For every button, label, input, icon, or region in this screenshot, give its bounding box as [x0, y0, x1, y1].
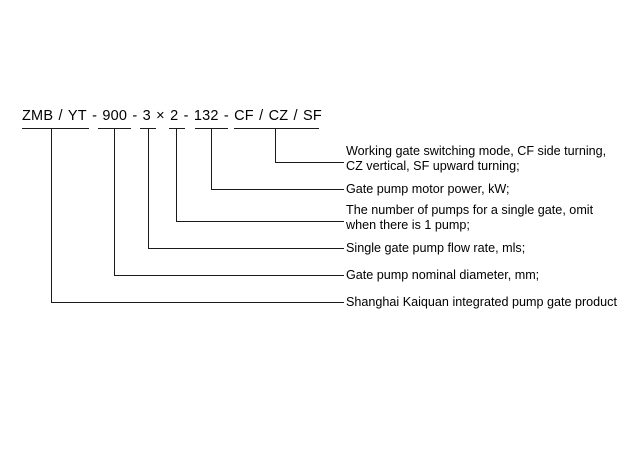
callout-switching-mode [346, 144, 606, 174]
code-sep-times: × [156, 108, 165, 124]
code-part-sf: SF [303, 108, 322, 124]
leader-vline-product-family [51, 128, 52, 302]
callout-flow-rate-line-1: Single gate pump flow rate, mls; [346, 241, 526, 255]
leader-vline-motor-power [211, 128, 212, 189]
callout-pump-count-line-1: The number of pumps for a single gate, omit [346, 203, 594, 217]
callout-pump-count-line-2: when there is 1 pump; [346, 218, 470, 232]
code-underline-3 [140, 128, 156, 129]
callout-nominal-diameter-line-1: Gate pump nominal diameter, mm; [346, 268, 540, 282]
code-part-3: 3 [142, 108, 151, 124]
code-underline-900 [98, 128, 131, 129]
code-sep-2: - [92, 108, 98, 124]
code-sep-6: / [259, 108, 264, 124]
code-part-cf: CF [234, 108, 254, 124]
code-sep-4: - [183, 108, 189, 124]
code-part-yt: YT [67, 108, 87, 124]
leader-vline-nominal-diameter [114, 128, 115, 275]
callout-motor-power-line-1: Gate pump motor power, kW; [346, 182, 510, 196]
callout-product-family-line-1: Shanghai Kaiquan integrated pump gate product [346, 295, 617, 309]
leader-hline-product-family [51, 302, 344, 303]
code-part-zmb: ZMB [22, 108, 54, 124]
leader-hline-pump-count [176, 221, 344, 222]
code-underline-2 [169, 128, 185, 129]
leader-hline-nominal-diameter [114, 275, 344, 276]
leader-hline-flow-rate [148, 248, 344, 249]
leader-hline-switching-mode [275, 162, 344, 163]
callout-switching-mode-line-1: Working gate switching mode, CF side turning, [346, 144, 607, 158]
code-sep-7: / [293, 108, 298, 124]
code-sep-3: - [132, 108, 138, 124]
leader-vline-flow-rate [148, 128, 149, 248]
model-code-line [22, 108, 322, 124]
callout-nominal-diameter [346, 268, 539, 283]
callout-switching-mode-line-2: CZ vertical, SF upward turning; [346, 159, 520, 173]
callout-product-family [346, 295, 617, 310]
leader-vline-pump-count [176, 128, 177, 221]
code-part-900: 900 [102, 108, 128, 124]
callout-motor-power [346, 182, 510, 197]
code-part-132: 132 [193, 108, 219, 124]
code-underline-132 [195, 128, 228, 129]
code-sep-1: / [58, 108, 63, 124]
code-part-cz: CZ [268, 108, 289, 124]
code-sep-5: - [223, 108, 229, 124]
code-underline-zmb-yt [22, 128, 89, 129]
code-part-2: 2 [170, 108, 179, 124]
callout-flow-rate [346, 241, 525, 256]
leader-hline-motor-power [211, 189, 344, 190]
code-underline-cf-cz-sf [234, 128, 319, 129]
leader-vline-switching-mode [275, 128, 276, 162]
callout-pump-count [346, 203, 593, 233]
